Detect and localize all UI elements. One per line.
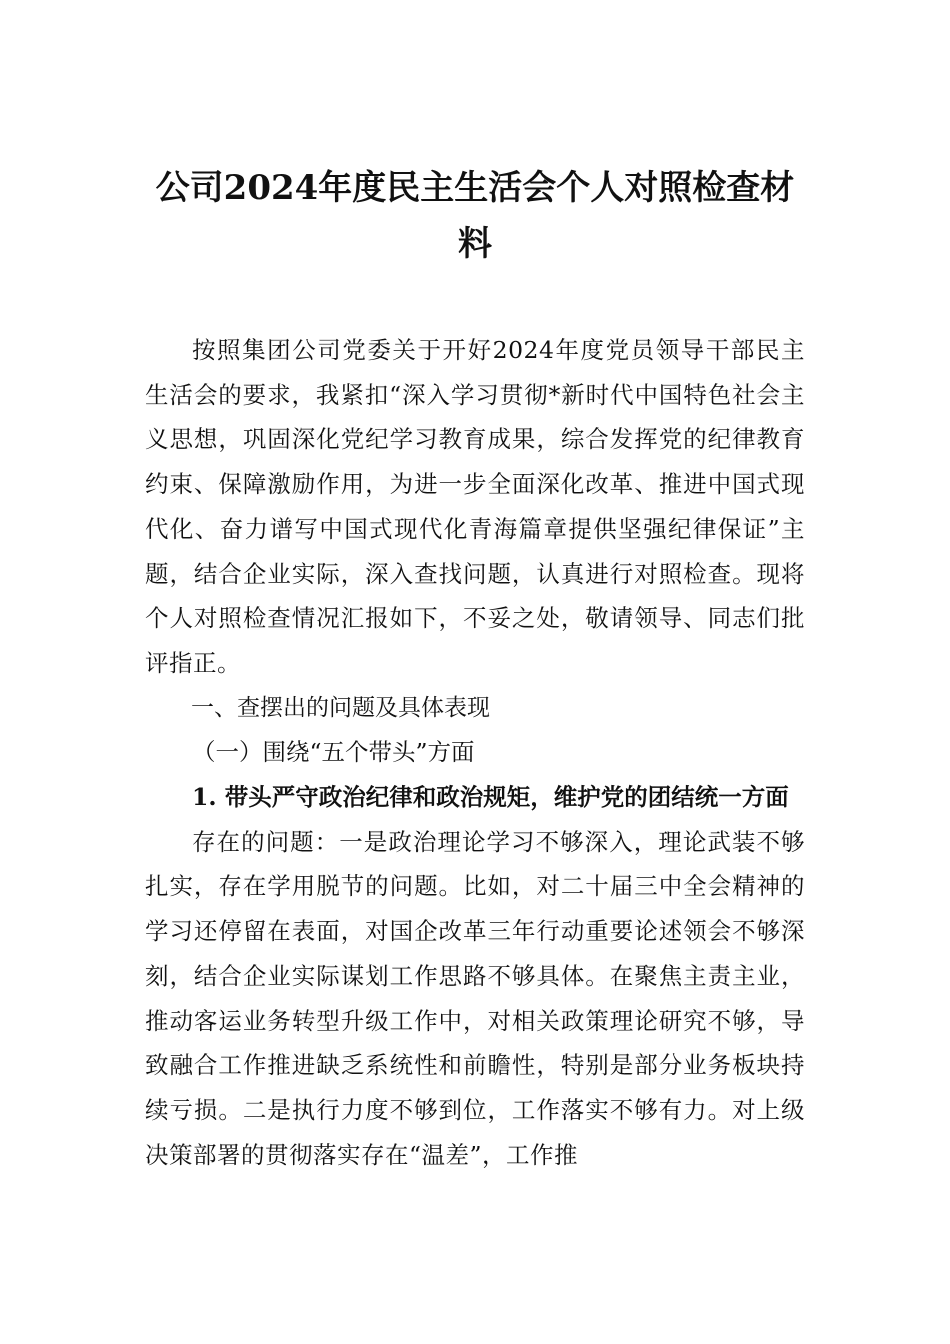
intro-paragraph: 按照集团公司党委关于开好2024年度党员领导干部民主生活会的要求，我紧扣“深入学习贯彻*新时代中国特色社会主义思想，巩固深化党纪学习教育成果，综合发挥党的纪律教育约束、保障激励作用，为进一步全面深化改革、推进中国式现代化、奋力谱写中国式现代化青海篇章提供坚强纪律保证”主题，结合企业实际，深入查找问题，认真进行对照检查。现将个人对照检查情况汇报如下，不妥之处，敬请领导、同志们批评指正。	[145, 336, 805, 677]
subsection-heading: （一）围绕“五个带头”方面	[192, 738, 475, 767]
document-body	[145, 328, 805, 1177]
document-title: 公司2024年度民主生活会个人对照检查材料	[155, 168, 795, 264]
item-heading: 1. 带头严守政治纪律和政治规矩，维护党的团结统一方面	[192, 783, 789, 812]
item-body-paragraph: 存在的问题：一是政治理论学习不够深入，理论武装不够扎实，存在学用脱节的问题。比如，对二十届三中全会精神的学习还停留在表面，对国企改革三年行动重要论述领会不够深刻，结合企业实际谋划工作思路不够具体。在聚焦主责主业，推动客运业务转型升级工作中，对相关政策理论研究不够，导致融合工作推进缺乏系统性和前瞻性，特别是部分业务板块持续亏损。二是执行力度不够到位，工作落实不够有力。对上级决策部署的贯彻落实存在“温差”，工作推	[145, 827, 805, 1169]
section-heading: 一、查摆出的问题及具体表现	[191, 694, 490, 721]
